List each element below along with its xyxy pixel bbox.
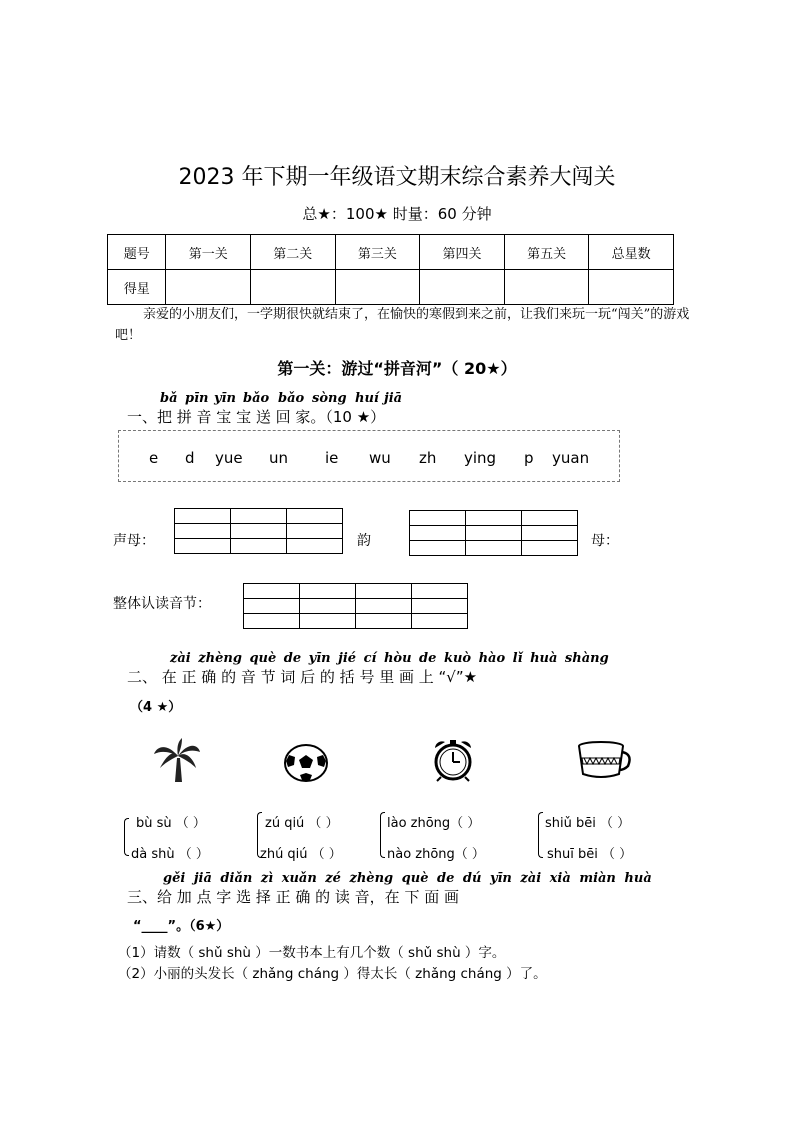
score-cell[interactable] xyxy=(166,270,251,305)
answer-cell[interactable] xyxy=(300,599,356,614)
answer-cell[interactable] xyxy=(522,526,578,541)
pinyin-token[interactable]: yuan xyxy=(552,449,590,467)
yunmu-label-part1: 韵 xyxy=(357,533,371,549)
pinyin-bao2: bǎo xyxy=(278,391,305,406)
exam-info: 总★：100★ 时量：60 分钟 xyxy=(302,205,492,223)
table-header-cell: 第三关 xyxy=(335,235,420,270)
answer-cell[interactable] xyxy=(175,509,231,524)
table-header-cell: 题号 xyxy=(108,235,166,270)
answer-cell[interactable] xyxy=(522,541,578,556)
question-3-pinyin: gěi jiā diǎn zì xuǎn zé zhèng què de dú yīn zài xià miàn huà xyxy=(163,871,652,886)
pinyin-token[interactable]: d xyxy=(185,449,195,467)
question-3-text: 三、给 加 点 字 选 择 正 确 的 读 音，在 下 面 画 xyxy=(127,888,459,906)
answer-cell[interactable] xyxy=(466,511,522,526)
brace xyxy=(538,812,543,858)
shengmu-label: 声母： xyxy=(113,533,155,549)
alarm-clock-icon xyxy=(427,738,479,782)
answer-cell[interactable] xyxy=(175,524,231,539)
pinyin-token[interactable]: zh xyxy=(419,449,437,467)
pinyin-token[interactable]: yue xyxy=(215,449,243,467)
option-shiu-bei[interactable]: shiǔ bēi （ ） xyxy=(545,816,631,831)
answer-cell[interactable] xyxy=(287,509,343,524)
question-2-pinyin: zài zhèng què de yīn jié cí hòu de kuò hào lǐ huà shàng xyxy=(170,651,609,666)
pinyin-token-box xyxy=(118,430,620,482)
answer-cell[interactable] xyxy=(231,524,287,539)
table-header-cell: 第一关 xyxy=(166,235,251,270)
brace xyxy=(380,812,385,858)
answer-cell[interactable] xyxy=(231,539,287,554)
answer-cell[interactable] xyxy=(412,599,468,614)
answer-cell[interactable] xyxy=(466,541,522,556)
answer-cell[interactable] xyxy=(244,599,300,614)
option-nao-zhong[interactable]: nào zhōng（ ） xyxy=(387,847,485,862)
pinyin-token[interactable]: e xyxy=(149,449,159,467)
page-title: 2023 年下期一年级语文期末综合素养大闯关 xyxy=(178,165,616,190)
shengmu-grid xyxy=(174,508,343,554)
answer-cell[interactable] xyxy=(231,509,287,524)
intro-paragraph: 亲爱的小朋友们，一学期很快就结束了，在愉快的寒假到来之前，让我们来玩一玩“闯关”的游戏吧！ xyxy=(115,307,690,343)
answer-cell[interactable] xyxy=(412,614,468,629)
answer-cell[interactable] xyxy=(522,511,578,526)
score-cell[interactable] xyxy=(589,270,674,305)
answer-cell[interactable] xyxy=(300,584,356,599)
brace xyxy=(124,818,129,856)
pinyin-jia: jiā xyxy=(384,391,403,406)
pinyin-token[interactable]: un xyxy=(269,449,289,467)
table-header-cell: 第五关 xyxy=(504,235,589,270)
intro-text xyxy=(115,304,695,346)
answer-cell[interactable] xyxy=(300,614,356,629)
yunmu-grid xyxy=(409,510,578,556)
pinyin-token[interactable]: ying xyxy=(464,449,497,467)
answer-cell[interactable] xyxy=(410,541,466,556)
answer-cell[interactable] xyxy=(244,584,300,599)
pinyin-token[interactable]: wu xyxy=(369,449,391,467)
pinyin-pin: pīn xyxy=(185,391,209,406)
question-3-instruction: “____”。（6★） xyxy=(133,919,230,934)
table-header-cell: 第二关 xyxy=(251,235,336,270)
answer-cell[interactable] xyxy=(412,584,468,599)
answer-cell[interactable] xyxy=(287,539,343,554)
question-2-score: （4 ★） xyxy=(130,700,182,715)
table-header-cell: 总星数 xyxy=(589,235,674,270)
answer-cell[interactable] xyxy=(244,614,300,629)
palm-tree-icon xyxy=(152,738,202,782)
option-zhu-qiu[interactable]: zhú qiú （ ） xyxy=(260,847,342,862)
pinyin-token[interactable]: ie xyxy=(325,449,339,467)
pinyin-song: sòng xyxy=(312,391,347,406)
pinyin-token[interactable]: p xyxy=(524,449,534,467)
table-row xyxy=(108,270,674,305)
zhengti-grid xyxy=(243,583,468,629)
answer-cell[interactable] xyxy=(410,526,466,541)
section-title: 第一关：游过“拼音河”（ 20★） xyxy=(277,359,517,378)
option-zu-qiu[interactable]: zú qiú （ ） xyxy=(265,816,339,831)
table-row xyxy=(108,235,674,270)
question-1-text: 一、把 拼 音 宝 宝 送 回 家。（10 ★） xyxy=(127,408,386,426)
answer-cell[interactable] xyxy=(410,511,466,526)
pinyin-yin: yīn xyxy=(214,391,236,406)
question-2-text: 二、 在 正 确 的 音 节 词 后 的 括 号 里 画 上 “√”★ xyxy=(127,668,478,686)
zhengti-label: 整体认读音节： xyxy=(113,596,211,612)
answer-cell[interactable] xyxy=(466,526,522,541)
soccer-ball-icon xyxy=(283,743,329,783)
score-cell[interactable] xyxy=(420,270,505,305)
question-3-item-1: （1）请数（ shǔ shù ）一数书本上有几个数（ shǔ shù ）字。 xyxy=(118,945,506,961)
pinyin-ba: bǎ xyxy=(160,391,178,406)
score-table xyxy=(107,234,674,305)
answer-cell[interactable] xyxy=(287,524,343,539)
option-da-shu[interactable]: dà shù （ ） xyxy=(131,847,209,862)
score-cell[interactable] xyxy=(504,270,589,305)
answer-cell[interactable] xyxy=(175,539,231,554)
table-row-label: 得星 xyxy=(108,270,166,305)
option-lao-zhong[interactable]: lào zhōng（ ） xyxy=(387,816,481,831)
option-bu-su[interactable]: bù sù （ ） xyxy=(136,816,206,831)
yunmu-label-part2: 母： xyxy=(591,533,619,549)
pinyin-bao1: bǎo xyxy=(243,391,270,406)
answer-cell[interactable] xyxy=(356,614,412,629)
question-3-item-2: （2）小丽的头发长（ zhǎng cháng ）得太长（ zhǎng cháng ）了。 xyxy=(118,966,547,982)
score-cell[interactable] xyxy=(251,270,336,305)
table-header-cell: 第四关 xyxy=(420,235,505,270)
teacup-icon xyxy=(576,740,634,782)
option-shui-bei[interactable]: shuī bēi （ ） xyxy=(547,847,633,862)
pinyin-hui: huí xyxy=(355,391,379,406)
answer-cell[interactable] xyxy=(356,584,412,599)
score-cell[interactable] xyxy=(335,270,420,305)
answer-cell[interactable] xyxy=(356,599,412,614)
